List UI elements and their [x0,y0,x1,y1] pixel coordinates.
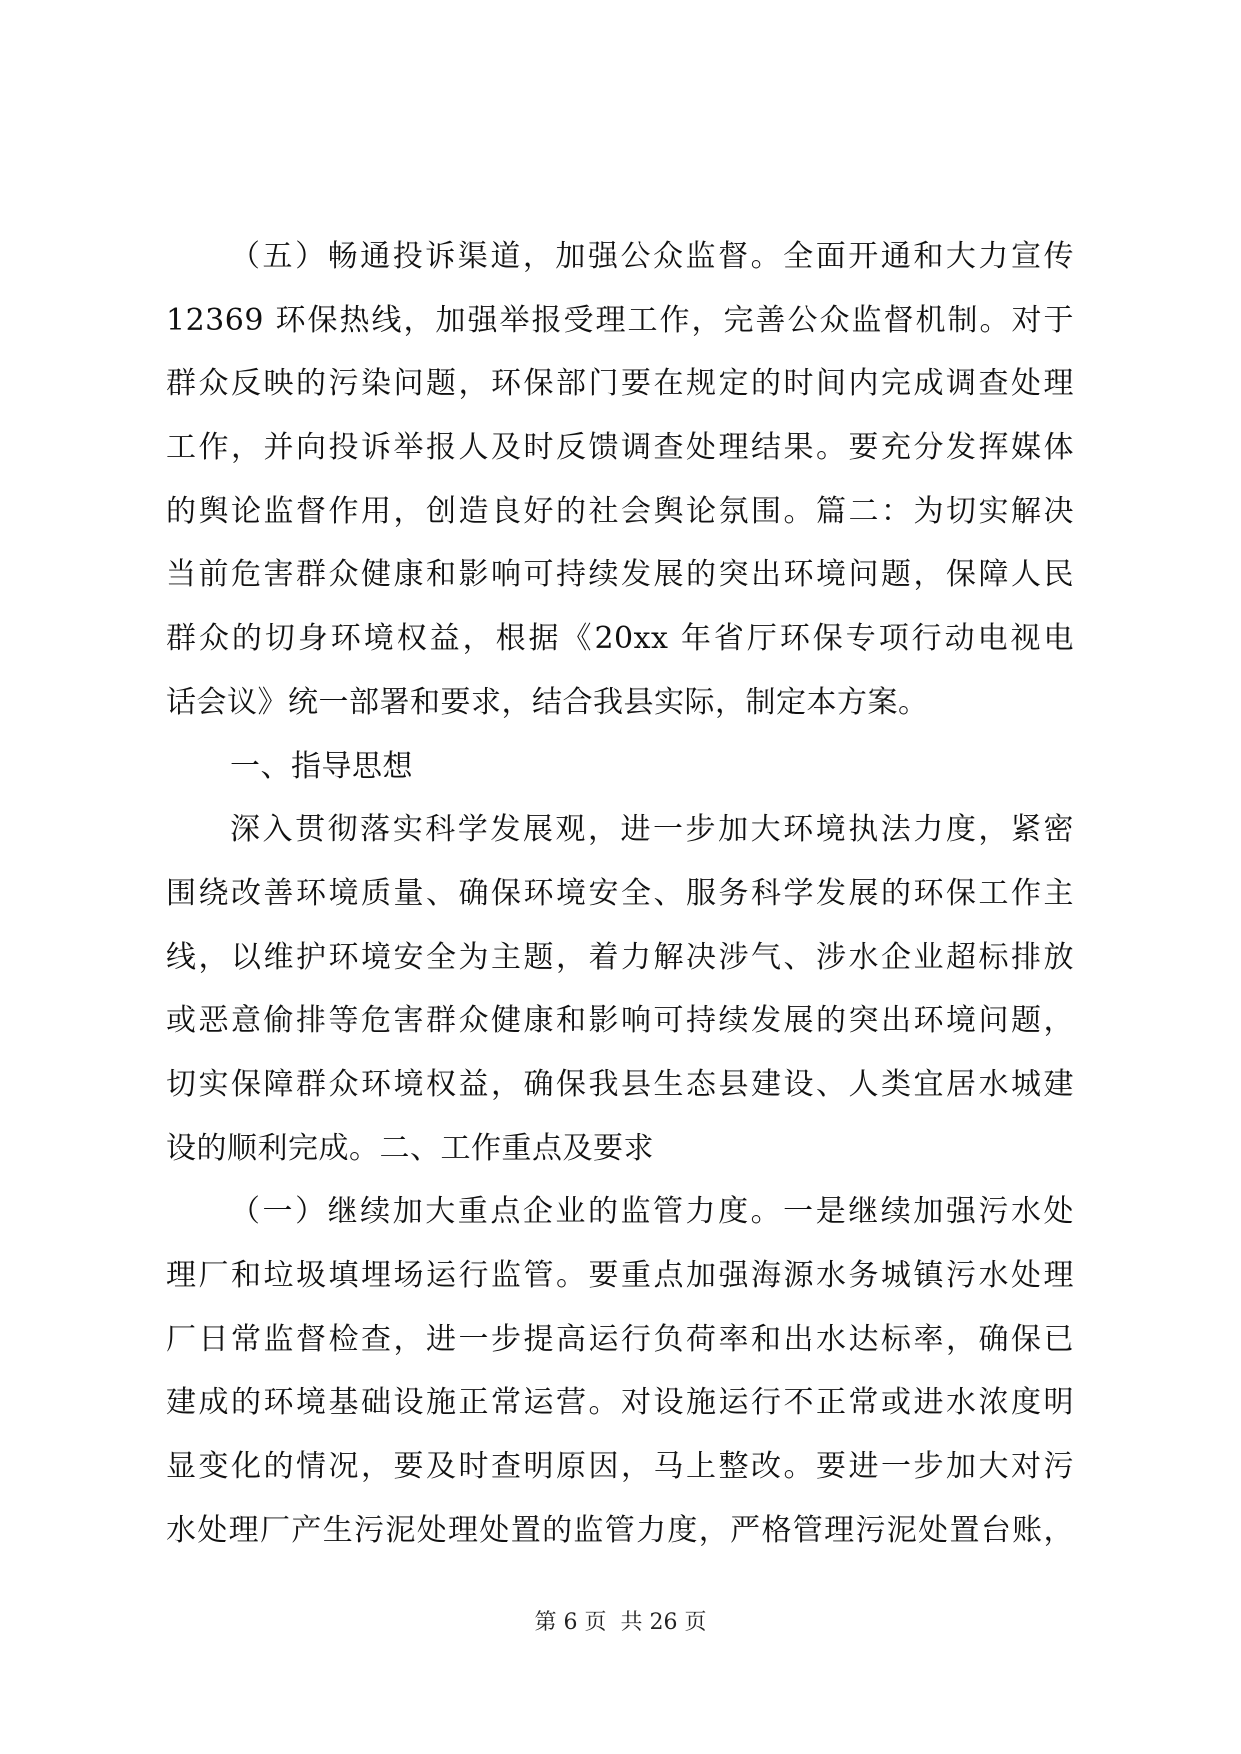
paragraph-line: 设的顺利完成。二、工作重点及要求 [166,1130,654,1166]
paragraph-line: 或恶意偷排等危害群众健康和影响可持续发展的突出环境问题， [166,1003,1074,1039]
paragraph-line: 深入贯彻落实科学发展观，进一步加大环境执法力度，紧密 [230,812,1074,848]
paragraph-line: 的舆论监督作用，创造良好的社会舆论氛围。篇二：为切实解决 [166,493,1074,529]
page-number-footer: 第 6 页 共 26 页 [534,1610,707,1635]
paragraph-line: 水处理厂产生污泥处理处置的监管力度，严格管理污泥处置台账， [166,1512,1074,1548]
paragraph-line: 理厂和垃圾填埋场运行监管。要重点加强海源水务城镇污水处理 [166,1258,1074,1293]
paragraph-line: （一）继续加大重点企业的监管力度。一是继续加强污水处 [230,1194,1074,1230]
paragraph-line: 当前危害群众健康和影响可持续发展的突出环境问题，保障人民 [166,557,1074,593]
document-body [166,225,1074,1562]
paragraph-line: 切实保障群众环境权益，确保我县生态县建设、人类宜居水城建 [166,1066,1074,1102]
paragraph-line: 工作，并向投诉举报人及时反馈调查处理结果。要充分发挥媒体 [166,430,1074,466]
paragraph-line: 线，以维护环境安全为主题，着力解决涉气、涉水企业超标排放 [166,939,1074,975]
paragraph-line: 群众反映的污染问题，环保部门要在规定的时间内完成调查处理 [166,366,1074,402]
paragraph-line: 话会议》统一部署和要求，结合我县实际，制定本方案。 [166,684,929,720]
section-heading: 一、指导思想 [230,748,413,784]
paragraph-line: 12369 环保热线，加强举报受理工作，完善公众监督机制。对于 [166,302,1074,338]
paragraph-line: 围绕改善环境质量、确保环境安全、服务科学发展的环保工作主 [166,875,1074,911]
paragraph-line: 厂日常监督检查，进一步提高运行负荷率和出水达标率，确保已 [166,1321,1074,1357]
paragraph-line: （五）畅通投诉渠道，加强公众监督。全面开通和大力宣传 [230,239,1074,274]
paragraph-line: 建成的环境基础设施正常运营。对设施运行不正常或进水浓度明 [166,1385,1074,1421]
paragraph-line: 群众的切身环境权益，根据《20xx 年省厅环保专项行动电视电 [166,621,1074,657]
paragraph-line: 显变化的情况，要及时查明原因，马上整改。要进一步加大对污 [166,1449,1074,1485]
